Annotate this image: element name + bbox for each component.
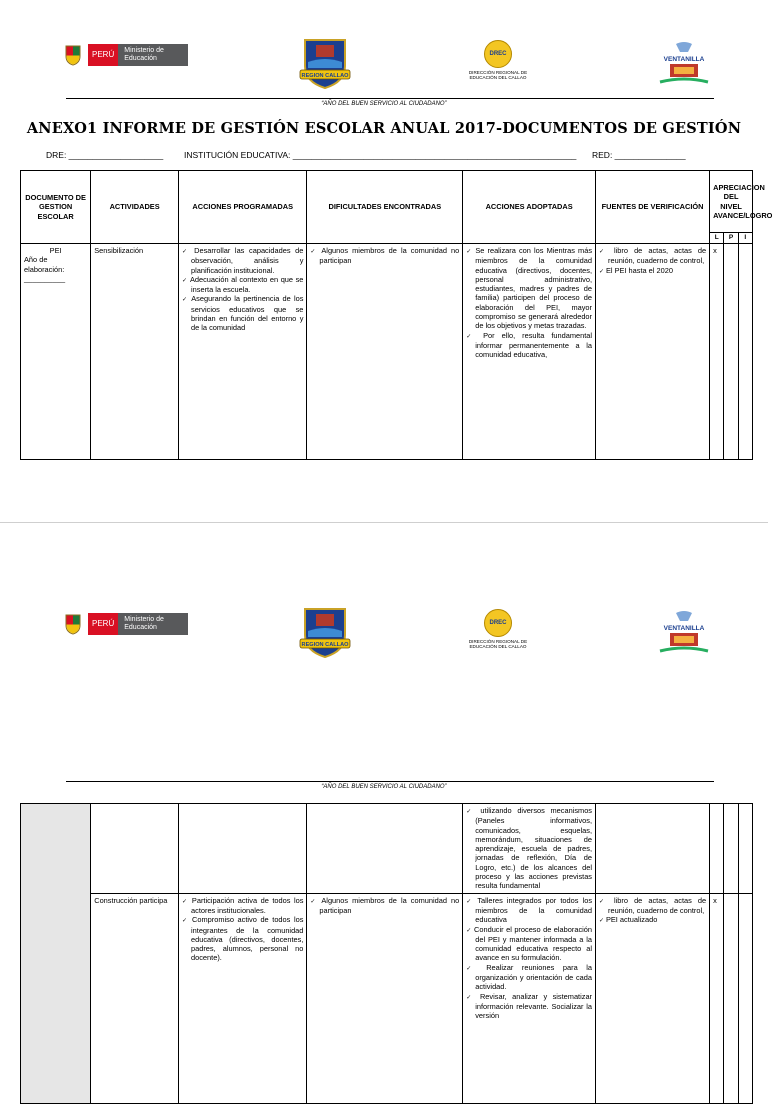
nivel-l-cell xyxy=(710,804,724,894)
check-list xyxy=(466,246,592,360)
drec-label: DIRECCIÓN REGIONAL DE EDUCACIÓN DEL CALLAO xyxy=(468,639,528,649)
drec-logo xyxy=(466,40,530,80)
header-p: P xyxy=(724,233,738,244)
check-list-item: ✓ Desarrollar las capacidades de observación, análisis y planificación institucional. xyxy=(182,246,303,275)
acciones-programadas-cell xyxy=(179,893,307,1103)
header-apreciacion: APRECIACION DEL NIVEL AVANCE/LOGRO xyxy=(710,171,753,233)
red-field: RED: _______________ xyxy=(592,150,686,160)
table-row xyxy=(21,893,753,1103)
check-list-item: ✓ Participación activa de todos los actores institucionales. xyxy=(182,896,303,916)
page-2 xyxy=(0,522,768,1025)
acciones-adoptadas-cell xyxy=(463,893,596,1103)
check-list-item: ✓ Por ello, resulta fundamental informar permanentemente a la comunidad educativa, xyxy=(466,331,592,360)
dre-field: DRE: ____________________ xyxy=(46,150,164,160)
drec-label: DIRECCIÓN REGIONAL DE EDUCACIÓN DEL CALLAO xyxy=(468,70,528,80)
dificultades-cell xyxy=(307,804,463,894)
check-list-item: ✓ Algunos miembros de la comunidad no participan xyxy=(310,246,459,266)
institucion-field: INSTITUCIÓN EDUCATIVA: ____________________________________________________________ xyxy=(184,150,577,160)
callao-label: REGION CALLAO xyxy=(301,642,349,648)
ministerio-label: Ministerio de Educación xyxy=(118,44,188,66)
anio-label: Año de elaboración: xyxy=(24,255,65,274)
peru-label: PERÚ xyxy=(88,44,118,66)
anio-blank: __________ xyxy=(24,273,66,283)
ventanilla-label: VENTANILLA xyxy=(663,625,705,632)
nivel-i-cell xyxy=(738,804,752,894)
header-fuentes: FUENTES DE VERIFICACIÓN xyxy=(596,171,710,244)
peru-shield-icon xyxy=(64,44,82,66)
check-list xyxy=(182,896,303,963)
check-list-item: ✓ utilizando diversos mecanismos (Paneles informativos, comunicados, esquelas, memorándum, situaciones de aprendizaje, escuela de padres, jornadas de reflexión, Día de Logro, etc.) de los alcances del proceso y las acciones previstas resulta fundamental xyxy=(466,806,592,891)
ministerio-logo xyxy=(64,613,188,635)
header-logos-2 xyxy=(0,569,768,669)
header-i: I xyxy=(738,233,752,244)
ventanilla-logo xyxy=(652,40,716,88)
dificultades-cell xyxy=(307,244,463,460)
actividad-cell: Construcción participa xyxy=(91,893,179,1103)
region-callao-logo xyxy=(298,605,352,659)
documento-cell xyxy=(21,244,91,460)
nivel-i-cell xyxy=(738,893,752,1103)
drec-badge: DREC xyxy=(484,40,512,68)
check-list xyxy=(310,896,459,916)
check-list xyxy=(599,246,706,276)
header-actividades: ACTIVIDADES xyxy=(91,171,179,244)
documento-cell xyxy=(21,804,91,1104)
documento-name: PEI xyxy=(49,246,62,255)
nivel-p-cell xyxy=(724,893,738,1103)
fuentes-cell xyxy=(596,244,710,460)
table-row xyxy=(21,804,753,894)
gestion-table-continued xyxy=(20,803,753,1104)
check-list xyxy=(466,806,592,891)
check-list-item: ✓ Asegurando la pertinencia de los servicios educativos que se brindan en función del entorno y de la comunidad xyxy=(182,294,303,332)
header-rule xyxy=(66,781,714,782)
dificultades-cell xyxy=(307,893,463,1103)
document-title: ANEXO1 INFORME DE GESTIÓN ESCOLAR ANUAL 2017-DOCUMENTOS DE GESTIÓN xyxy=(26,120,742,137)
nivel-i-cell xyxy=(738,244,752,460)
check-list xyxy=(310,246,459,266)
check-list-item: ✓ Adecuación al contexto en que se inserta la escuela. xyxy=(182,275,303,295)
check-list-item: ✓ Algunos miembros de la comunidad no participan xyxy=(310,896,459,916)
actividad-cell xyxy=(91,804,179,894)
header-acciones-programadas: ACCIONES PROGRAMADAS xyxy=(179,171,307,244)
check-list-item: ✓ PEI actualizado xyxy=(599,915,706,925)
check-list-item: ✓ Revisar, analizar y sistematizar información relevante. Socializar la versión xyxy=(466,992,592,1021)
header-documento: DOCUMENTO DE GESTION ESCOLAR xyxy=(21,171,91,244)
header-rule xyxy=(66,98,714,99)
check-list-item: ✓ libro de actas, actas de reunión, cuaderno de control, xyxy=(599,896,706,916)
header-acciones-adoptadas: ACCIONES ADOPTADAS xyxy=(463,171,596,244)
acciones-programadas-cell xyxy=(179,804,307,894)
check-list-item: ✓ Talleres integrados por todos los miembros de la comunidad educativa xyxy=(466,896,592,925)
peru-label: PERÚ xyxy=(88,613,118,635)
ventanilla-logo xyxy=(652,609,716,657)
drec-logo xyxy=(466,609,530,649)
check-list-item: ✓ Compromiso activo de todos los integrantes de la comunidad educativa (directivos, docentes, padres, alumnos, personal no docente). xyxy=(182,915,303,962)
nivel-p-cell xyxy=(724,804,738,894)
check-list xyxy=(599,896,706,926)
region-callao-logo xyxy=(298,36,352,90)
peru-shield-icon xyxy=(64,613,82,635)
check-list xyxy=(466,896,592,1021)
nivel-l-mark: x xyxy=(710,244,724,460)
actividad-cell: Sensibilización xyxy=(91,244,179,460)
motto: “AÑO DEL BUEN SERVICIO AL CIUDADANO” xyxy=(321,101,447,107)
ministerio-label: Ministerio de Educación xyxy=(118,613,188,635)
motto: “AÑO DEL BUEN SERVICIO AL CIUDADANO” xyxy=(321,784,447,790)
page-1 xyxy=(0,0,772,522)
nivel-p-cell xyxy=(724,244,738,460)
nivel-l-mark: x xyxy=(710,893,724,1103)
check-list-item: ✓ libro de actas, actas de reunión, cuaderno de control, xyxy=(599,246,706,266)
check-list xyxy=(182,246,303,333)
acciones-adoptadas-cell xyxy=(463,244,596,460)
fuentes-cell xyxy=(596,893,710,1103)
header-dificultades: DIFICULTADES ENCONTRADAS xyxy=(307,171,463,244)
ministerio-logo xyxy=(64,44,188,66)
table-row xyxy=(21,244,753,460)
drec-badge: DREC xyxy=(484,609,512,637)
callao-label: REGION CALLAO xyxy=(301,73,349,79)
acciones-programadas-cell xyxy=(179,244,307,460)
check-list-item: ✓ Conducir el proceso de elaboración del PEI y mantener informada a la comunidad educativa respecto al avance en su formulación. xyxy=(466,925,592,963)
check-list-item: ✓ El PEI hasta el 2020 xyxy=(599,266,706,276)
check-list-item: ✓ Realizar reuniones para la organización y orientación de cada actividad. xyxy=(466,963,592,992)
ventanilla-label: VENTANILLA xyxy=(663,56,705,63)
fuentes-cell xyxy=(596,804,710,894)
header-logos xyxy=(0,0,768,100)
acciones-adoptadas-cell xyxy=(463,804,596,894)
check-list-item: ✓ Se realizara con los Mientras más miembros de la comunidad educativa (directivos, docentes, personal administrativo, estudiantes, madres y padres de familia) participen del proceso de elaboración del PEI, mayor compromiso se generará alrededor de los objetivos y metas trazadas. xyxy=(466,246,592,331)
gestion-table xyxy=(20,170,772,460)
header-l: L xyxy=(710,233,724,244)
